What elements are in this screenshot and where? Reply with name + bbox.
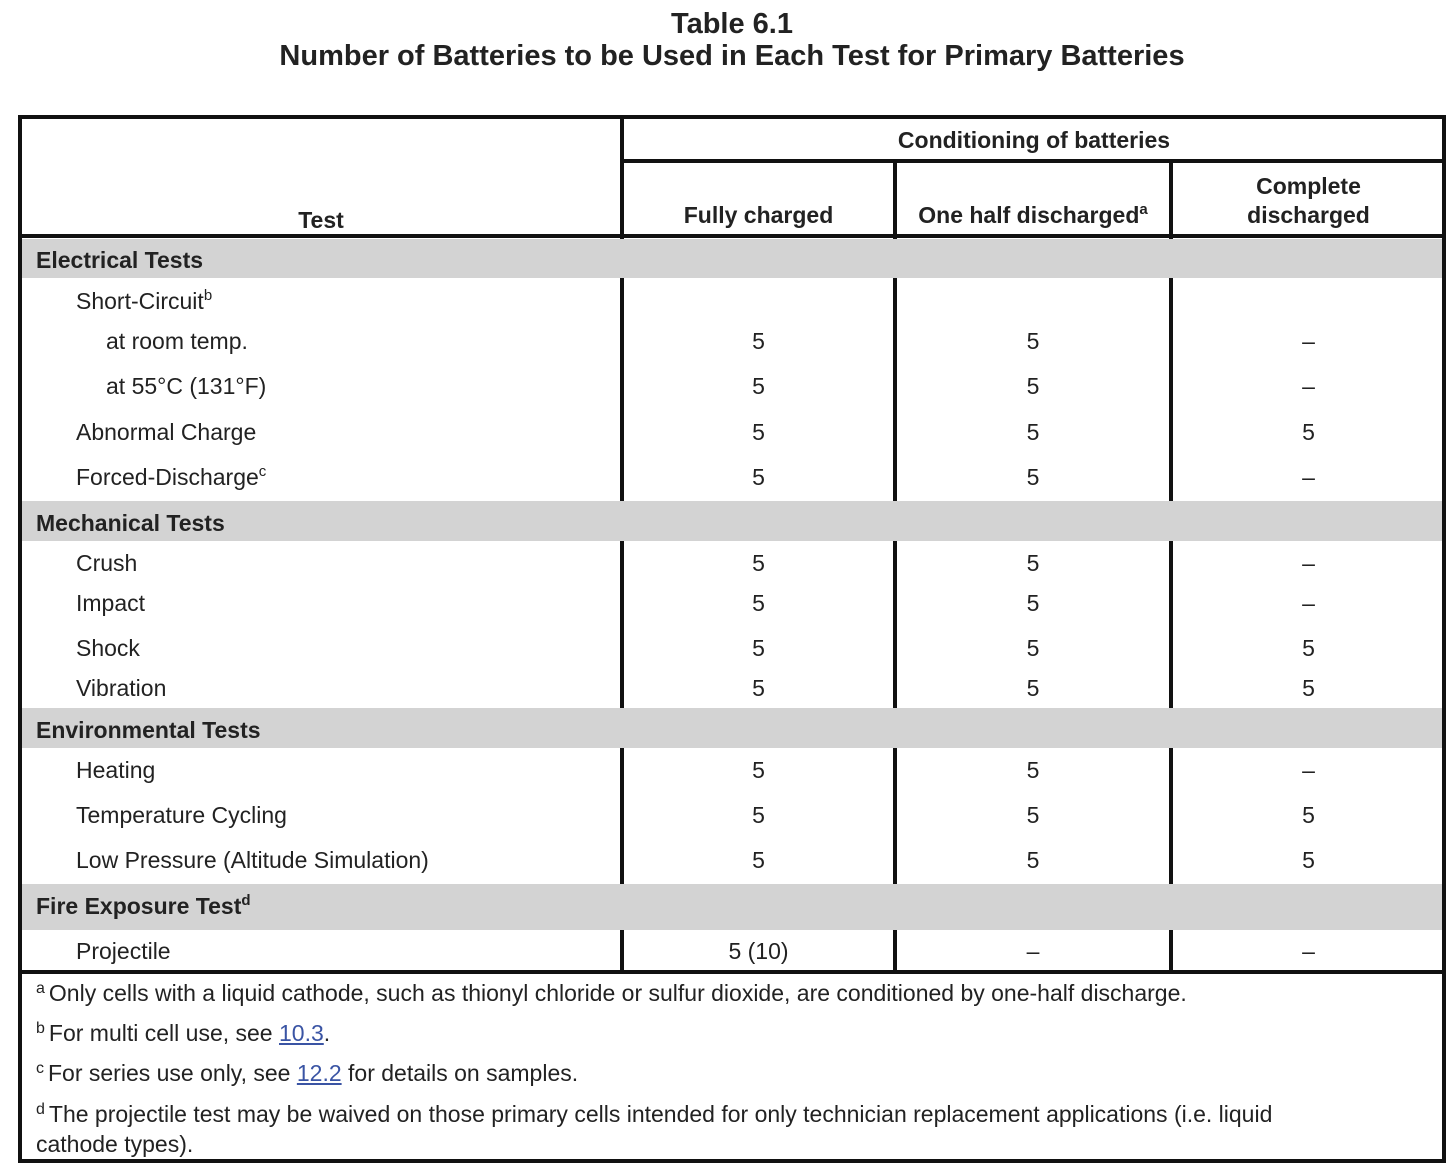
footnote-text: For series use only, see: [48, 1060, 297, 1086]
table-caption: [0, 8, 1456, 72]
row-label-55c: at 55°C (131°F): [106, 373, 267, 399]
row-label-abnormal-charge: Abnormal Charge: [76, 419, 257, 445]
cell-value: –: [1302, 938, 1315, 964]
row-label-heating: Heating: [76, 757, 156, 783]
row-label-low-pressure: Low Pressure (Altitude Simulation): [76, 847, 429, 873]
cell-value: –: [1302, 464, 1315, 490]
row-label-text: Short-Circuit: [76, 288, 204, 314]
footnote-b: [36, 1019, 330, 1047]
footnote-d-line2: cathode types).: [36, 1131, 194, 1157]
header-bottom-rule: [22, 234, 1446, 238]
cell-value: 5: [752, 757, 765, 783]
cell-value: 5: [1026, 757, 1040, 783]
section-electrical-tests: Electrical Tests: [36, 247, 204, 273]
header-group-rule: [622, 159, 1446, 163]
cell-value: 5: [752, 675, 765, 701]
cell-value: 5: [752, 328, 765, 354]
section-fire-exposure-test: [36, 892, 251, 920]
section-band-electrical: [22, 239, 1446, 278]
cell-value: 5: [1026, 373, 1040, 399]
cell-value: 5: [1026, 675, 1040, 701]
footnote-ref-b: b: [203, 287, 213, 304]
row-label-forced-discharge: [76, 463, 266, 491]
section-environmental-tests: Environmental Tests: [36, 717, 261, 743]
section-link-12-2[interactable]: 12.2: [296, 1060, 342, 1086]
cell-value: 5: [1302, 847, 1315, 873]
header-one-half-discharged-label: One half discharged: [918, 202, 1140, 228]
cell-value: 5: [752, 373, 765, 399]
cell-value: 5: [1302, 419, 1315, 445]
section-band-mechanical: [22, 501, 1446, 541]
header-fully-charged: Fully charged: [683, 202, 834, 228]
section-fire-exposure-label: Fire Exposure Test: [36, 893, 242, 919]
header-one-half-discharged: [897, 201, 1169, 229]
cell-value: 5: [752, 550, 765, 576]
cell-value: 5: [752, 635, 765, 661]
row-label-temperature-cycling: Temperature Cycling: [76, 802, 287, 828]
row-label-vibration: Vibration: [76, 675, 167, 701]
header-test: Test: [298, 207, 344, 233]
footnote-ref-a: a: [1139, 201, 1148, 218]
cell-value: –: [1026, 938, 1040, 964]
footnote-text: Only cells with a liquid cathode, such as thionyl chloride or sulfur dioxide, are conditioned by one-half discharge.: [48, 980, 1187, 1006]
row-label-impact: Impact: [76, 590, 146, 616]
cell-value: –: [1302, 328, 1315, 354]
footnote-text: for details on samples.: [341, 1060, 579, 1086]
cell-value: 5: [1302, 635, 1315, 661]
cell-value: 5 (10): [728, 938, 789, 964]
footnote-a: [36, 979, 1187, 1007]
cell-value: 5: [1026, 328, 1040, 354]
section-link-10-3[interactable]: 10.3: [279, 1020, 324, 1046]
cell-value: –: [1302, 590, 1315, 616]
header-conditioning-group: Conditioning of batteries: [897, 127, 1171, 153]
cell-value: 5: [1302, 675, 1315, 701]
footnote-ref-c: c: [258, 463, 267, 480]
row-label-short-circuit: [76, 287, 212, 315]
row-label-projectile: Projectile: [76, 938, 171, 964]
table-number: Table 6.1: [671, 8, 793, 40]
header-complete-line1: Complete: [1256, 173, 1361, 199]
table-title: Number of Batteries to be Used in Each Test for Primary Batteries: [279, 40, 1185, 72]
footnote-ref-d: d: [241, 892, 251, 909]
cell-value: 5: [752, 590, 765, 616]
footnote-d-line1: [36, 1100, 1272, 1128]
cell-value: 5: [752, 464, 765, 490]
row-label-crush: Crush: [76, 550, 138, 576]
header-complete-line2: discharged: [1247, 202, 1370, 228]
cell-value: 5: [1026, 464, 1040, 490]
cell-value: 5: [1026, 635, 1040, 661]
row-label-shock: Shock: [76, 635, 140, 661]
cell-value: 5: [1302, 802, 1315, 828]
cell-value: 5: [752, 802, 765, 828]
cell-value: –: [1302, 757, 1315, 783]
cell-value: 5: [1026, 550, 1040, 576]
footnote-mark: a: [36, 980, 45, 997]
row-label-room-temp: at room temp.: [106, 328, 248, 354]
footnote-text: For multi cell use, see: [48, 1020, 279, 1046]
cell-value: 5: [1026, 590, 1040, 616]
section-mechanical-tests: Mechanical Tests: [36, 510, 225, 536]
footnote-text: .: [323, 1020, 331, 1046]
row-label-text: Forced-Discharge: [76, 464, 259, 490]
battery-test-table: [18, 115, 1446, 1163]
cell-value: 5: [1026, 847, 1040, 873]
footnote-c: [36, 1059, 578, 1087]
footnote-mark: c: [36, 1060, 44, 1077]
cell-value: –: [1302, 550, 1315, 576]
footnote-mark: d: [36, 1101, 45, 1118]
table-body-bottom-rule: [22, 970, 1446, 974]
footnote-text: The projectile test may be waived on those primary cells intended for only technician replacement applications (i.e. liquid: [48, 1101, 1273, 1127]
footnote-mark: b: [36, 1020, 45, 1037]
cell-value: 5: [1026, 802, 1040, 828]
cell-value: –: [1302, 373, 1315, 399]
cell-value: 5: [752, 847, 765, 873]
cell-value: 5: [1026, 419, 1040, 445]
cell-value: 5: [752, 419, 765, 445]
